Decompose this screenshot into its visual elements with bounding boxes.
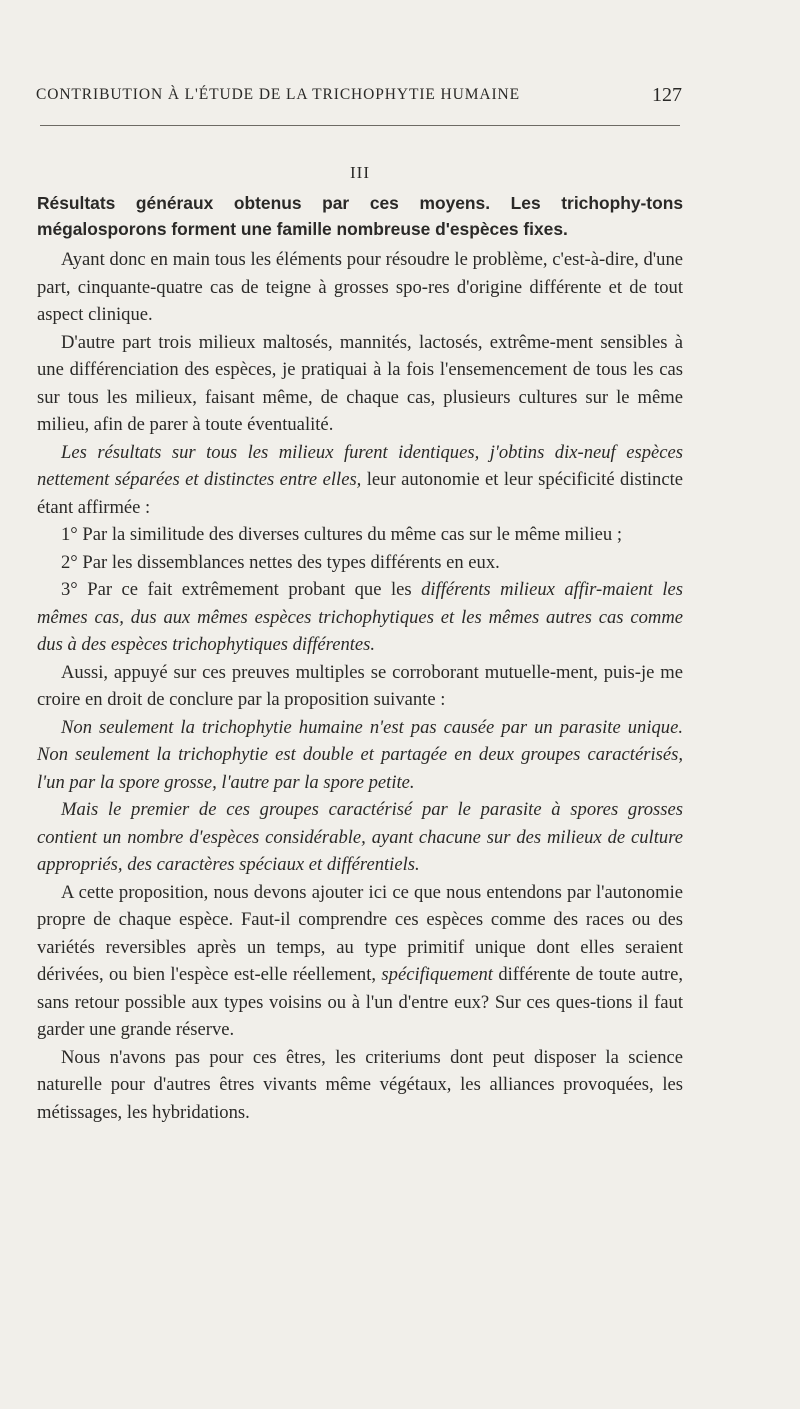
paragraph-2: D'autre part trois milieux maltosés, mannités, lactosés, extrême-ment sensibles à une différenciation des espèces, je pratiquai à la fois l'ensemencement de tous les cas sur tous les milieux, faisant même, de chaque cas, plusieurs cultures sur le même milieu, afin de parer à toute éventualité. bbox=[37, 331, 683, 435]
paragraph-8: Non seulement la trichophytie humaine n'est pas causée par un parasite unique. Non seulement la trichophytie est double et partagée en deux groupes caractérisés, l'un par la spore grosse, l'autre par la spore petite. bbox=[37, 716, 683, 793]
paragraph-4: 1° Par la similitude des diverses cultures du même cas sur le même milieu ; bbox=[61, 524, 622, 545]
header-rule bbox=[40, 125, 680, 126]
paragraph-9: Mais le premier de ces groupes caractérisé par le parasite à spores grosses contient un nombre d'espèces considérable, ayant chacune sur des milieux de culture appropriés, des caractères spéciaux et différentiels. bbox=[37, 799, 683, 875]
paragraph-5: 2° Par les dissemblances nettes des types différents en eux. bbox=[61, 551, 500, 573]
paragraph-6-italic: différents milieux affir-maient les mêmes cas, dus aux mêmes espèces trichophytiques et les mêmes autres cas comme dus à des espèces trichophytiques différentes. bbox=[37, 579, 683, 655]
section-number: III bbox=[350, 163, 370, 182]
page-number: 127 bbox=[652, 84, 682, 106]
paragraph-10-italic: spécifiquement bbox=[381, 964, 493, 985]
running-header bbox=[36, 86, 682, 112]
paragraph-1: Ayant donc en main tous les éléments pour résoudre le problème, c'est-à-dire, d'une part, cinquante-quatre cas de teigne à grosses spo-res d'origine différente et de tout aspect clinique. bbox=[37, 249, 683, 325]
body-text bbox=[37, 190, 683, 1126]
section-heading: Résultats généraux obtenus par ces moyens. Les trichophy-tons mégalosporons forment une famille nombreuse d'espèces fixes. bbox=[37, 193, 683, 239]
paragraph-3-roman: leur autonomie et leur spécificité distincte étant affirmée : bbox=[37, 469, 683, 518]
paragraph-11: Nous n'avons pas pour ces êtres, les criteriums dont peut disposer la science naturelle pour d'autres êtres vivants même végétaux, les alliances provoquées, les métissages, les hybridations. bbox=[37, 1046, 683, 1123]
paragraph-10-part-a: A cette proposition, nous devons ajouter ici ce que nous entendons par l'autonomie propre de chaque espèce. Faut-il comprendre ces espèces comme des races ou des variétés reversibles après un temps, au type primitif unique dont elles seraient dérivées, ou bien l'espèce est-elle réellement, bbox=[37, 881, 683, 985]
paragraph-3 bbox=[37, 439, 683, 522]
paragraph-7: Aussi, appuyé sur ces preuves multiples se corroborant mutuelle-ment, puis-je me croire en droit de conclure par la proposition suivante : bbox=[37, 661, 683, 710]
paragraph-10 bbox=[37, 879, 683, 1044]
paragraph-6 bbox=[37, 576, 683, 659]
paragraph-10-part-b: différente de toute autre, sans retour possible aux types voisins ou à l'un d'entre eux? Sur ces ques-tions il faut garder une grande réserve. bbox=[37, 964, 683, 1040]
running-title: CONTRIBUTION À L'ÉTUDE DE LA TRICHOPHYTIE HUMAINE bbox=[36, 86, 521, 103]
paragraph-6-roman: 3° Par ce fait extrêmement probant que les bbox=[61, 579, 422, 600]
paragraph-3-italic: Les résultats sur tous les milieux furent identiques, j'obtins dix-neuf espèces nettement séparées et distinctes entre elles, bbox=[37, 441, 683, 490]
